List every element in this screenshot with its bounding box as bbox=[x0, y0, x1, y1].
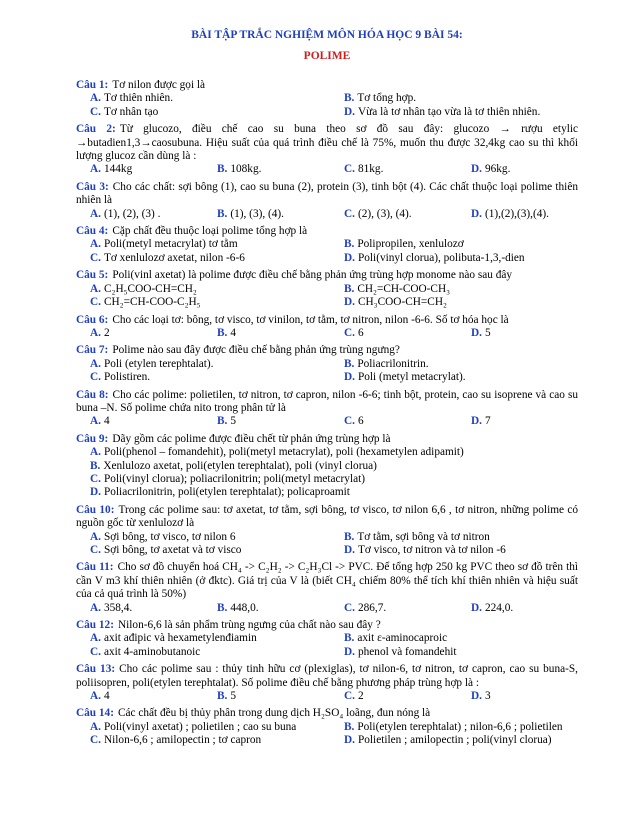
question-2 bbox=[76, 123, 578, 177]
option-text: axit ε-aminocaproic bbox=[357, 632, 448, 645]
answer-option bbox=[90, 602, 217, 615]
option-text: 5 bbox=[230, 690, 237, 703]
answer-option bbox=[90, 415, 217, 428]
option-letter: C. bbox=[344, 207, 355, 220]
question-5 bbox=[76, 269, 578, 309]
option-letter: A. bbox=[90, 163, 101, 176]
answer-option bbox=[90, 734, 344, 747]
option-text: 2 bbox=[103, 326, 110, 339]
question-6 bbox=[76, 314, 578, 341]
option-letter: D. bbox=[471, 601, 482, 614]
question-label: Câu 6: bbox=[76, 313, 109, 326]
option-letter: C. bbox=[90, 472, 101, 485]
option-letter: C. bbox=[344, 415, 355, 428]
option-text: Nilon-6,6 ; amilopectin ; tơ capron bbox=[103, 734, 262, 747]
option-text: CH₂=CH-COO-C₂H₅ bbox=[103, 296, 201, 309]
option-letter: C. bbox=[344, 601, 355, 614]
option-text: 6 bbox=[357, 326, 364, 339]
answer-option bbox=[90, 327, 217, 340]
option-text: 5 bbox=[230, 415, 237, 428]
answer-option bbox=[344, 602, 471, 615]
option-text: 224,0. bbox=[484, 601, 514, 614]
answer-option bbox=[217, 163, 344, 176]
answer-option bbox=[344, 632, 578, 645]
answer-option bbox=[90, 531, 344, 544]
question-9 bbox=[76, 433, 578, 500]
answer-options bbox=[76, 238, 578, 265]
answer-options bbox=[76, 92, 578, 119]
answer-option bbox=[217, 208, 344, 221]
question-text: Cho các loại tơ: bông, tơ visco, tơ vinilon, tơ tằm, tơ nitron, nilon -6-6. Số tơ hóa học là bbox=[112, 313, 509, 326]
option-letter: C. bbox=[90, 371, 101, 384]
answer-option bbox=[90, 473, 578, 486]
question-text: Cho các chất: sợi bông (1), cao su buna (2), protein (3), tinh bột (4). Các chất thuộc loại polime thiên nhiên là bbox=[76, 180, 578, 207]
option-text: 358,4. bbox=[103, 601, 133, 614]
question-1 bbox=[76, 79, 578, 119]
answer-options bbox=[76, 602, 578, 615]
answer-option bbox=[90, 238, 344, 251]
option-text: phenol và fomandehit bbox=[357, 645, 457, 658]
answer-options bbox=[76, 632, 578, 659]
question-text: Poli(vinl axetat) là polime được điều chế bằng phản ứng trùng hợp monome nào sau đây bbox=[112, 269, 513, 282]
option-text: 7 bbox=[484, 415, 491, 428]
option-text: Tơ xenlulozơ axetat, nilon -6-6 bbox=[103, 251, 245, 264]
answer-options bbox=[76, 283, 578, 310]
question-label: Câu 14: bbox=[76, 707, 114, 720]
option-letter: C. bbox=[344, 326, 355, 339]
answer-options bbox=[76, 690, 578, 703]
question-stem bbox=[76, 123, 578, 163]
question-stem bbox=[76, 269, 578, 282]
option-letter: B. bbox=[90, 459, 101, 472]
answer-option bbox=[344, 106, 578, 119]
answer-option bbox=[90, 358, 344, 371]
option-text: 4 bbox=[103, 690, 110, 703]
option-letter: A. bbox=[90, 632, 101, 645]
answer-option bbox=[471, 327, 578, 340]
answer-option bbox=[90, 646, 344, 659]
option-text: (1), (2), (3) . bbox=[103, 207, 161, 220]
question-text: Cặp chất đều thuộc loại polime tổng hợp là bbox=[112, 225, 308, 238]
option-letter: B. bbox=[344, 92, 355, 105]
answer-option bbox=[217, 602, 344, 615]
question-stem bbox=[76, 619, 578, 632]
answer-option bbox=[344, 252, 578, 265]
answer-option bbox=[217, 327, 344, 340]
option-text: 96kg. bbox=[484, 163, 511, 176]
option-letter: D. bbox=[344, 105, 355, 118]
option-letter: C. bbox=[90, 734, 101, 747]
answer-option bbox=[471, 690, 578, 703]
option-text: Poliacrilonitrin. bbox=[357, 357, 429, 370]
option-letter: A. bbox=[90, 446, 101, 459]
option-letter: A. bbox=[90, 326, 101, 339]
answer-option bbox=[90, 252, 344, 265]
option-letter: D. bbox=[471, 163, 482, 176]
option-text: Sợi bông, tơ axetat và tơ visco bbox=[103, 544, 242, 556]
option-text: Tơ visco, tơ nitron và tơ nilon -6 bbox=[357, 544, 506, 556]
question-stem bbox=[76, 663, 578, 690]
answer-options bbox=[76, 358, 578, 385]
option-text: Sợi bông, tơ visco, tơ nilon 6 bbox=[103, 530, 236, 543]
option-letter: C. bbox=[90, 105, 101, 118]
answer-option bbox=[90, 721, 344, 734]
option-letter: D. bbox=[344, 296, 355, 309]
option-letter: B. bbox=[344, 282, 355, 295]
question-text: Cho các polime: polietilen, tơ nitron, tơ capron, nilon -6-6; tinh bột, protein, cao su isoprene và cao su buna –N. Số polime chứa nito trong phân tử là bbox=[76, 388, 578, 414]
question-3 bbox=[76, 181, 578, 221]
question-stem bbox=[76, 389, 578, 416]
document-title: BÀI TẬP TRẮC NGHIỆM MÔN HÓA HỌC 9 BÀI 54: bbox=[191, 29, 463, 41]
option-letter: A. bbox=[90, 720, 101, 733]
answer-option bbox=[344, 690, 471, 703]
option-letter: A. bbox=[90, 530, 101, 543]
question-7 bbox=[76, 344, 578, 384]
answer-option bbox=[344, 371, 578, 384]
answer-option bbox=[344, 92, 578, 105]
answer-option bbox=[90, 208, 217, 221]
option-letter: C. bbox=[90, 296, 101, 309]
question-text: Từ glucozo, điều chế cao su buna theo sơ đồ sau đây: glucozo → rượu etylic →butadien1,3→caosubuna. Hiệu suất của quá trình điều chế là 75%, muốn thu được 32,4kg cao su thì khối lượng glucoz cần dùng là : bbox=[76, 123, 579, 163]
option-text: Poliacrilonitrin, poli(etylen terephtalat); policaproamit bbox=[103, 486, 350, 499]
option-letter: D. bbox=[344, 645, 355, 658]
question-label: Câu 11: bbox=[76, 561, 114, 574]
question-stem bbox=[76, 225, 578, 238]
option-letter: C. bbox=[344, 690, 355, 703]
option-text: Polistiren. bbox=[103, 371, 151, 384]
option-letter: D. bbox=[344, 371, 355, 384]
document-subtitle: POLIME bbox=[303, 50, 351, 62]
option-text: 5 bbox=[484, 326, 491, 339]
question-stem bbox=[76, 181, 578, 208]
answer-option bbox=[90, 486, 578, 499]
option-letter: B. bbox=[217, 163, 228, 176]
answer-option bbox=[344, 283, 578, 296]
question-stem bbox=[76, 561, 578, 601]
option-letter: C. bbox=[344, 163, 355, 176]
option-text: Poli(vinyl clorua), polibuta-1,3,-dien bbox=[357, 251, 525, 264]
option-letter: A. bbox=[90, 415, 101, 428]
answer-option bbox=[90, 106, 344, 119]
option-letter: D. bbox=[471, 207, 482, 220]
option-letter: A. bbox=[90, 238, 101, 251]
question-label: Câu 5: bbox=[76, 269, 109, 282]
answer-option bbox=[344, 208, 471, 221]
answer-option bbox=[344, 358, 578, 371]
option-letter: A. bbox=[90, 601, 101, 614]
question-4 bbox=[76, 225, 578, 265]
option-letter: A. bbox=[90, 690, 101, 703]
option-text: (1), (3), (4). bbox=[230, 207, 284, 220]
option-letter: A. bbox=[90, 92, 101, 105]
option-text: Polietilen ; amilopectin ; poli(vinyl clorua) bbox=[357, 734, 552, 747]
answer-option bbox=[344, 238, 578, 251]
question-14 bbox=[76, 707, 578, 747]
question-12 bbox=[76, 619, 578, 659]
option-text: (1),(2),(3),(4). bbox=[484, 207, 549, 220]
option-letter: B. bbox=[344, 530, 355, 543]
question-label: Câu 7: bbox=[76, 344, 109, 357]
answer-option bbox=[90, 163, 217, 176]
answer-option bbox=[344, 531, 578, 544]
option-text: CH₃COO-CH=CH₂ bbox=[357, 296, 447, 309]
question-text: Polime nào sau đây được điều chế bằng phản ứng trùng ngưng? bbox=[112, 344, 400, 357]
question-label: Câu 4: bbox=[76, 225, 109, 238]
question-11 bbox=[76, 561, 578, 615]
option-letter: B. bbox=[344, 720, 355, 733]
question-text: Cho sơ đồ chuyển hoá CH₄ -> C₂H₂ -> C₂H₃Cl -> PVC. Để tổng hợp 250 kg PVC theo sơ đồ trên thì cần V m3 khí thiên nhiên (ở đktc). Giá trị của V là (biết CH₄ chiếm 80% thể tích khí thiên nhiên và hiệu suất của cả quá trình là 50%) bbox=[76, 561, 578, 601]
answer-option bbox=[471, 602, 578, 615]
option-text: Poli(phenol – fomandehit), poli(metyl metacrylat), poli (hexametylen adipamit) bbox=[103, 446, 464, 459]
answer-options bbox=[76, 415, 578, 428]
question-10 bbox=[76, 504, 578, 558]
question-text: Tơ nilon được gọi là bbox=[112, 79, 206, 91]
option-letter: B. bbox=[217, 326, 228, 339]
option-text: 144kg bbox=[103, 163, 133, 176]
option-text: Poli(vinyl clorua); poliacrilonitrin; poli(metyl metacrylat) bbox=[103, 472, 365, 485]
answer-option bbox=[217, 415, 344, 428]
option-letter: A. bbox=[90, 282, 101, 295]
answer-option bbox=[217, 690, 344, 703]
answer-option bbox=[90, 460, 578, 473]
question-list bbox=[76, 79, 578, 748]
answer-options bbox=[76, 163, 578, 176]
option-letter: C. bbox=[90, 645, 101, 658]
option-letter: B. bbox=[344, 238, 355, 251]
question-text: Dãy gồm các polime được điều chết từ phản ứng trùng hợp là bbox=[112, 432, 391, 445]
option-text: Tơ thiên nhiên. bbox=[103, 92, 174, 105]
question-label: Câu 12: bbox=[76, 619, 114, 632]
option-letter: D. bbox=[471, 326, 482, 339]
option-text: axit ađipic và hexametylenđiamin bbox=[103, 632, 257, 645]
answer-option bbox=[90, 632, 344, 645]
question-label: Câu 8: bbox=[76, 388, 109, 401]
answer-option bbox=[471, 415, 578, 428]
option-text: (2), (3), (4). bbox=[357, 207, 412, 220]
answer-option bbox=[344, 415, 471, 428]
question-label: Câu 9: bbox=[76, 432, 109, 445]
option-text: Tơ tổng hợp. bbox=[357, 92, 417, 105]
option-letter: B. bbox=[217, 415, 228, 428]
option-text: 81kg. bbox=[357, 163, 384, 176]
answer-option bbox=[90, 544, 344, 557]
option-letter: B. bbox=[217, 601, 228, 614]
option-text: Polipropilen, xenlulozơ bbox=[357, 238, 464, 251]
option-text: 2 bbox=[357, 690, 364, 703]
answer-option bbox=[344, 721, 578, 734]
answer-options bbox=[76, 531, 578, 558]
question-stem bbox=[76, 79, 578, 92]
option-letter: D. bbox=[471, 415, 482, 428]
answer-option bbox=[90, 446, 578, 459]
question-stem bbox=[76, 314, 578, 327]
option-letter: B. bbox=[344, 357, 355, 370]
question-13 bbox=[76, 663, 578, 703]
option-text: Poli (metyl metacrylat). bbox=[357, 371, 466, 384]
option-text: Poli(metyl metacrylat) tơ tằm bbox=[103, 238, 238, 251]
option-text: Tơ tằm, sợi bông và tơ nitron bbox=[357, 530, 490, 543]
question-label: Câu 1: bbox=[76, 79, 109, 91]
option-text: 4 bbox=[230, 326, 237, 339]
option-letter: D. bbox=[344, 544, 355, 556]
question-text: Cho các polime sau : thủy tinh hữu cơ (plexiglas), tơ nilon-6, tơ nitron, tơ capron, cao su buna-S, poliisopren, poli(etylen terephtalat). Số polime điều chế bằng phương pháp trùng hợp là : bbox=[76, 663, 578, 689]
option-letter: D. bbox=[344, 734, 355, 747]
answer-options bbox=[76, 721, 578, 748]
option-letter: B. bbox=[217, 207, 228, 220]
option-text: Poli(etylen terephtalat) ; nilon-6,6 ; polietilen bbox=[357, 720, 563, 733]
option-text: 6 bbox=[357, 415, 364, 428]
option-text: Poli(vinyl axetat) ; polietilen ; cao su buna bbox=[103, 720, 297, 733]
option-letter: B. bbox=[217, 690, 228, 703]
answer-option bbox=[90, 371, 344, 384]
option-letter: A. bbox=[90, 357, 101, 370]
answer-option bbox=[344, 296, 578, 309]
question-label: Câu 10: bbox=[76, 503, 115, 516]
option-text: 448,0. bbox=[230, 601, 259, 614]
question-stem bbox=[76, 504, 578, 531]
question-label: Câu 3: bbox=[76, 180, 109, 193]
option-letter: D. bbox=[90, 486, 101, 499]
question-text: Nilon-6,6 là sản phẩm trùng ngưng của chất nào sau đây ? bbox=[117, 619, 381, 632]
option-text: CH₂=CH-COO-CH₃ bbox=[357, 282, 451, 295]
option-letter: C. bbox=[90, 251, 101, 264]
option-letter: B. bbox=[344, 632, 355, 645]
option-text: 3 bbox=[484, 690, 491, 703]
answer-option bbox=[471, 208, 578, 221]
question-stem bbox=[76, 344, 578, 357]
option-letter: C. bbox=[90, 544, 101, 556]
answer-option bbox=[344, 163, 471, 176]
question-stem bbox=[76, 707, 578, 720]
answer-option bbox=[90, 283, 344, 296]
answer-option bbox=[90, 92, 344, 105]
answer-option bbox=[344, 734, 578, 747]
question-stem bbox=[76, 433, 578, 446]
answer-option bbox=[344, 327, 471, 340]
answer-options bbox=[76, 327, 578, 340]
question-label: Câu 13: bbox=[76, 663, 116, 676]
option-text: Poli (etylen terephtalat). bbox=[103, 357, 214, 370]
answer-option bbox=[90, 690, 217, 703]
option-text: C₂H₅COO-CH=CH₂ bbox=[103, 282, 197, 295]
option-text: Vừa là tơ nhân tạo vừa là tơ thiên nhiên. bbox=[357, 105, 541, 118]
option-text: Xenlulozo axetat, poli(etylen terephtalat), poli (vinyl clorua) bbox=[103, 459, 377, 472]
option-letter: D. bbox=[471, 690, 482, 703]
answer-option bbox=[471, 163, 578, 176]
answer-option bbox=[344, 544, 578, 557]
question-text: Các chất đều bị thủy phân trong dung dịch H₂SO₄ loãng, đun nóng là bbox=[117, 707, 431, 720]
question-text: Trong các polime sau: tơ axetat, tơ tằm, sợi bông, tơ visco, tơ nilon 6,6 , tơ nitron, những polime có nguồn gốc từ xenlulozơ là bbox=[76, 503, 578, 530]
answer-option bbox=[90, 296, 344, 309]
question-label: Câu 2: bbox=[76, 123, 116, 136]
answer-option bbox=[344, 646, 578, 659]
option-text: 108kg. bbox=[230, 163, 262, 176]
answer-options bbox=[76, 446, 578, 500]
option-text: 286,7. bbox=[357, 601, 387, 614]
question-8 bbox=[76, 389, 578, 429]
option-text: axit 4-aminobutanoic bbox=[103, 645, 201, 658]
option-letter: A. bbox=[90, 207, 101, 220]
answer-options bbox=[76, 208, 578, 221]
option-text: 4 bbox=[103, 415, 110, 428]
option-letter: D. bbox=[344, 251, 355, 264]
option-text: Tơ nhân tạo bbox=[103, 105, 159, 118]
